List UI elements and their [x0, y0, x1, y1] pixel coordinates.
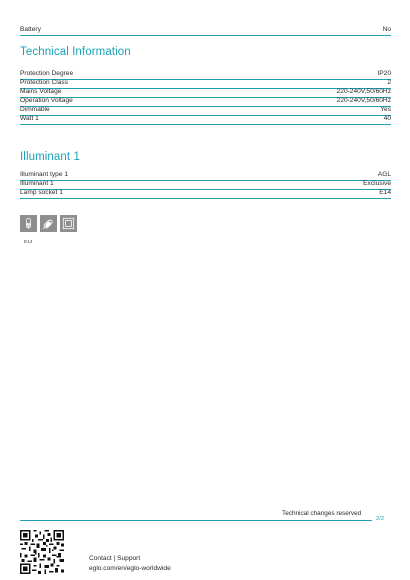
spec-label: Protection Class: [20, 79, 69, 87]
dimmable-icon: [40, 215, 57, 232]
spec-row: [20, 80, 391, 89]
spec-row: [20, 71, 391, 80]
spec-value: AGL: [377, 171, 391, 179]
spec-label: Mains Voltage: [20, 88, 62, 96]
spec-label: Illuminant 1: [20, 180, 54, 188]
spec-table-illuminant: [20, 172, 391, 199]
spec-value: IP20: [377, 70, 391, 78]
feature-icons: [20, 215, 77, 232]
protection-class-2-icon: [60, 215, 77, 232]
contact-line: Contact | Support: [89, 555, 141, 562]
spec-table-top: [20, 27, 391, 36]
spec-value: No: [382, 26, 391, 34]
contact-url[interactable]: eglo.com/en/eglo-worldwide: [89, 564, 171, 572]
icon-caption: E14: [24, 240, 33, 245]
spec-value: E14: [379, 189, 391, 197]
footer-divider: [20, 520, 372, 521]
spec-table-technical: [20, 71, 391, 125]
technical-changes-notice: Technical changes reserved: [282, 510, 362, 517]
qr-code-icon: [20, 530, 64, 574]
spec-row: [20, 190, 391, 199]
spec-label: Lamp socket 1: [20, 189, 63, 197]
spec-value: 220-240V,50/60Hz: [336, 88, 391, 96]
e14-bulb-icon: [20, 215, 37, 232]
spec-row: [20, 98, 391, 107]
spec-row: [20, 181, 391, 190]
spec-value: 220-240V,50/60Hz: [336, 97, 391, 105]
spec-value: Yes: [380, 106, 391, 114]
spec-label: Battery: [20, 26, 41, 34]
page-number: 2/2: [376, 516, 385, 522]
section-title-illuminant: Illuminant 1: [20, 151, 81, 163]
spec-row: [20, 89, 391, 98]
spec-row: [20, 172, 391, 181]
spec-label: Illuminant type 1: [20, 171, 69, 179]
spec-label: Protection Degree: [20, 70, 74, 78]
contact-support: [89, 554, 171, 573]
spec-label: Operation Voltage: [20, 97, 73, 105]
spec-row: [20, 107, 391, 116]
spec-label: Dimmable: [20, 106, 50, 114]
section-title-technical: Technical Information: [20, 46, 131, 58]
spec-label: Watt 1: [20, 115, 39, 123]
spec-value: Exclusive: [363, 180, 391, 188]
spec-row-battery: [20, 27, 391, 36]
spec-value: 2: [387, 79, 391, 87]
spec-row: [20, 116, 391, 125]
spec-value: 40: [383, 115, 391, 123]
